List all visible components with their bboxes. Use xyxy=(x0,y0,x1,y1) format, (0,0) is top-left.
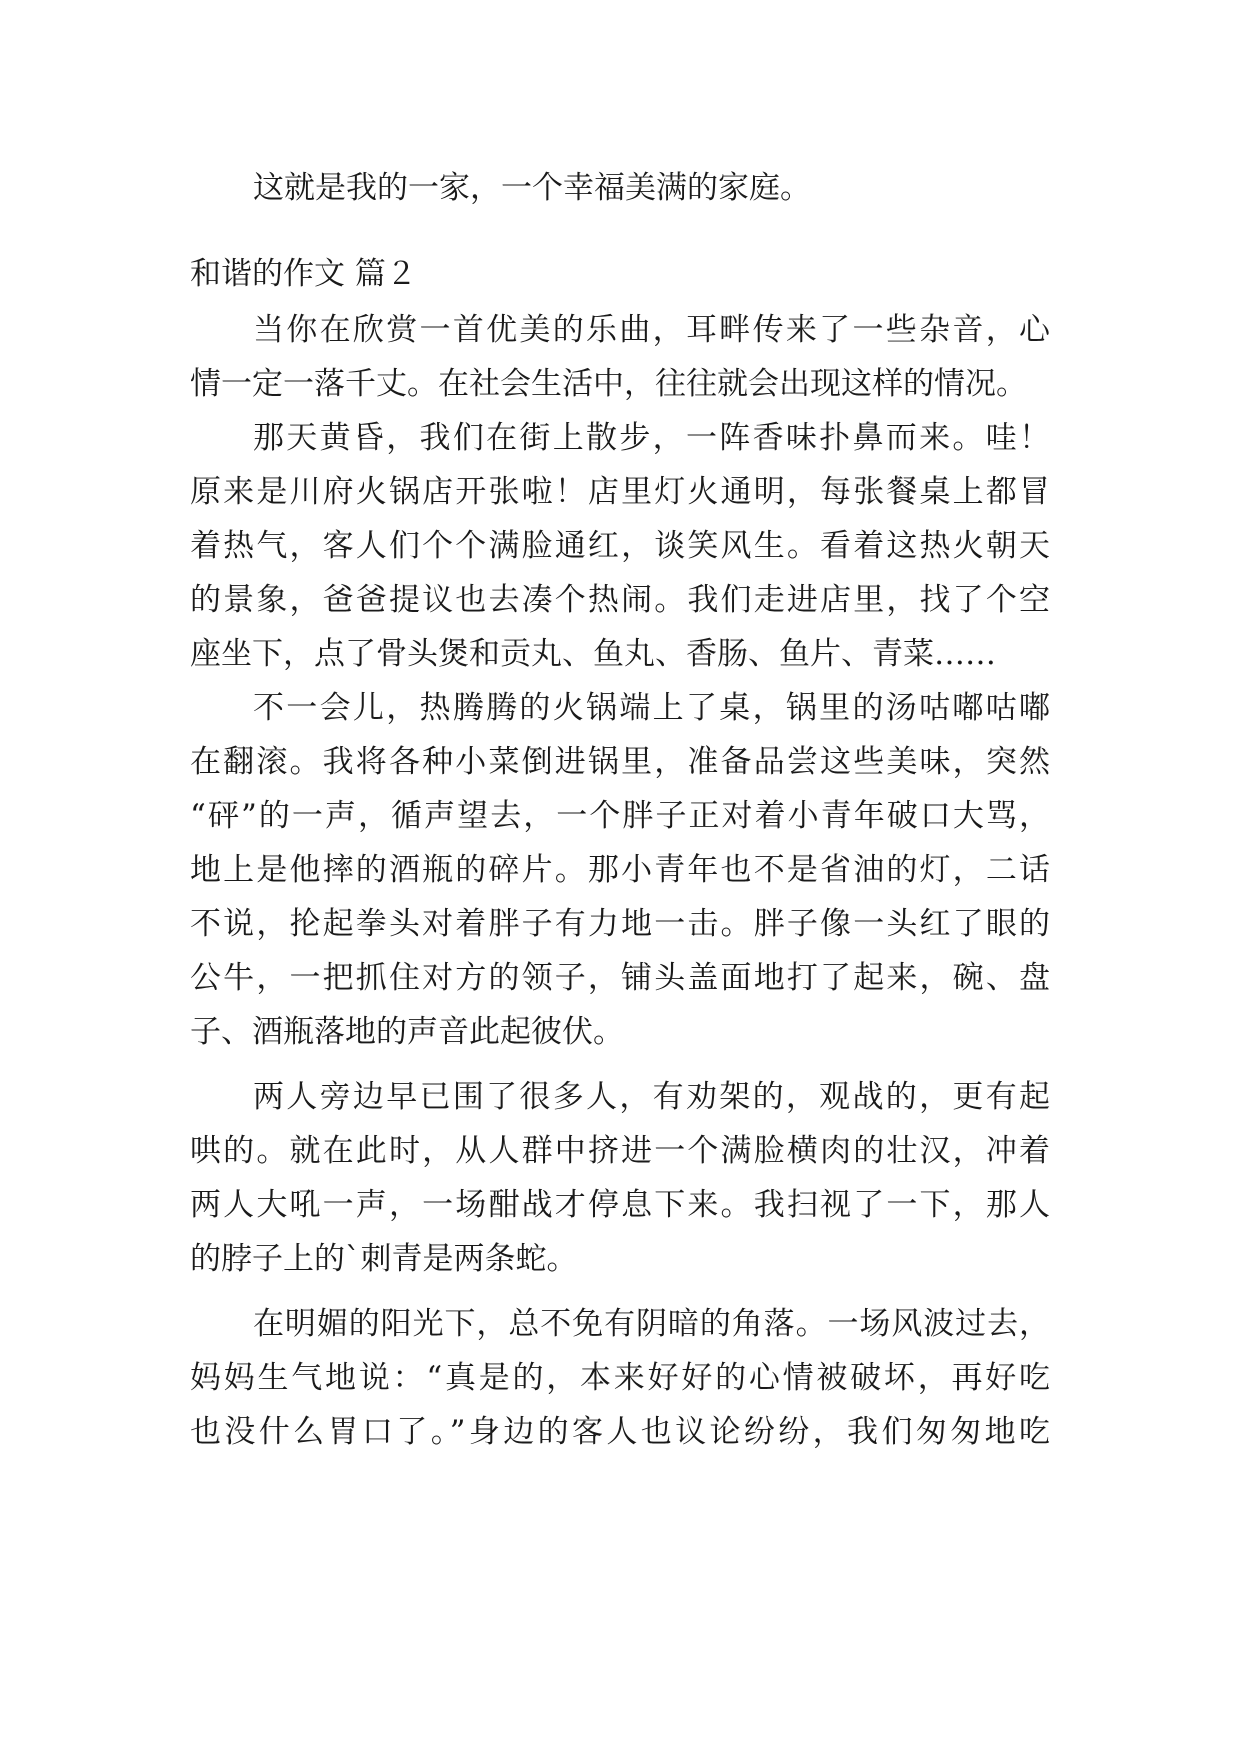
paragraph-line: 原来是川府火锅店开张啦！店里灯火通明，每张餐桌上都冒 xyxy=(190,474,1050,510)
paragraph-line: 着热气，客人们个个满脸通红，谈笑风生。看着这热火朝天 xyxy=(190,528,1050,564)
paragraph-line: 的景象，爸爸提议也去凑个热闹。我们走进店里，找了个空 xyxy=(190,582,1050,618)
paragraph-line: 妈妈生气地说：“真是的，本来好好的心情被破坏，再好吃 xyxy=(190,1360,1050,1396)
paragraph-line: 两人旁边早已围了很多人，有劝架的，观战的，更有起 xyxy=(253,1079,1050,1115)
paragraph-line: 那天黄昏，我们在街上散步，一阵香味扑鼻而来。哇！ xyxy=(253,420,1050,456)
paragraph-line: 情一定一落千丈。在社会生活中，往往就会出现这样的情况。 xyxy=(190,366,1027,402)
paragraph-line: 的脖子上的`刺青是两条蛇。 xyxy=(190,1241,578,1277)
paragraph-line: 公牛，一把抓住对方的领子，铺头盖面地打了起来，碗、盘 xyxy=(190,960,1050,996)
paragraph-line: 也没什么胃口了。”身边的客人也议论纷纷，我们匆匆地吃 xyxy=(190,1414,1050,1450)
paragraph-line: 哄的。就在此时，从人群中挤进一个满脸横肉的壮汉，冲着 xyxy=(190,1133,1050,1169)
paragraph-line: 当你在欣赏一首优美的乐曲，耳畔传来了一些杂音，心 xyxy=(253,312,1050,348)
intro-paragraph-line: 这就是我的一家，一个幸福美满的家庭。 xyxy=(253,170,811,206)
paragraph-line: 两人大吼一声，一场酣战才停息下来。我扫视了一下，那人 xyxy=(190,1187,1050,1223)
paragraph-line: 在翻滚。我将各种小菜倒进锅里，准备品尝这些美味，突然 xyxy=(190,744,1050,780)
paragraph-line: 座坐下，点了骨头煲和贡丸、鱼丸、香肠、鱼片、青菜…… xyxy=(190,636,996,672)
paragraph-line: 不一会儿，热腾腾的火锅端上了桌，锅里的汤咕嘟咕嘟 xyxy=(253,690,1050,726)
paragraph-line: 在明媚的阳光下，总不免有阴暗的角落。一场风波过去， xyxy=(253,1306,1050,1342)
paragraph-line: 不说，抡起拳头对着胖子有力地一击。胖子像一头红了眼的 xyxy=(190,906,1050,942)
section-heading: 和谐的作文 篇２ xyxy=(190,256,417,292)
paragraph-line: 子、酒瓶落地的声音此起彼伏。 xyxy=(190,1014,624,1050)
paragraph-line: “砰”的一声，循声望去，一个胖子正对着小青年破口大骂， xyxy=(190,798,1050,834)
paragraph-line: 地上是他摔的酒瓶的碎片。那小青年也不是省油的灯，二话 xyxy=(190,852,1050,888)
